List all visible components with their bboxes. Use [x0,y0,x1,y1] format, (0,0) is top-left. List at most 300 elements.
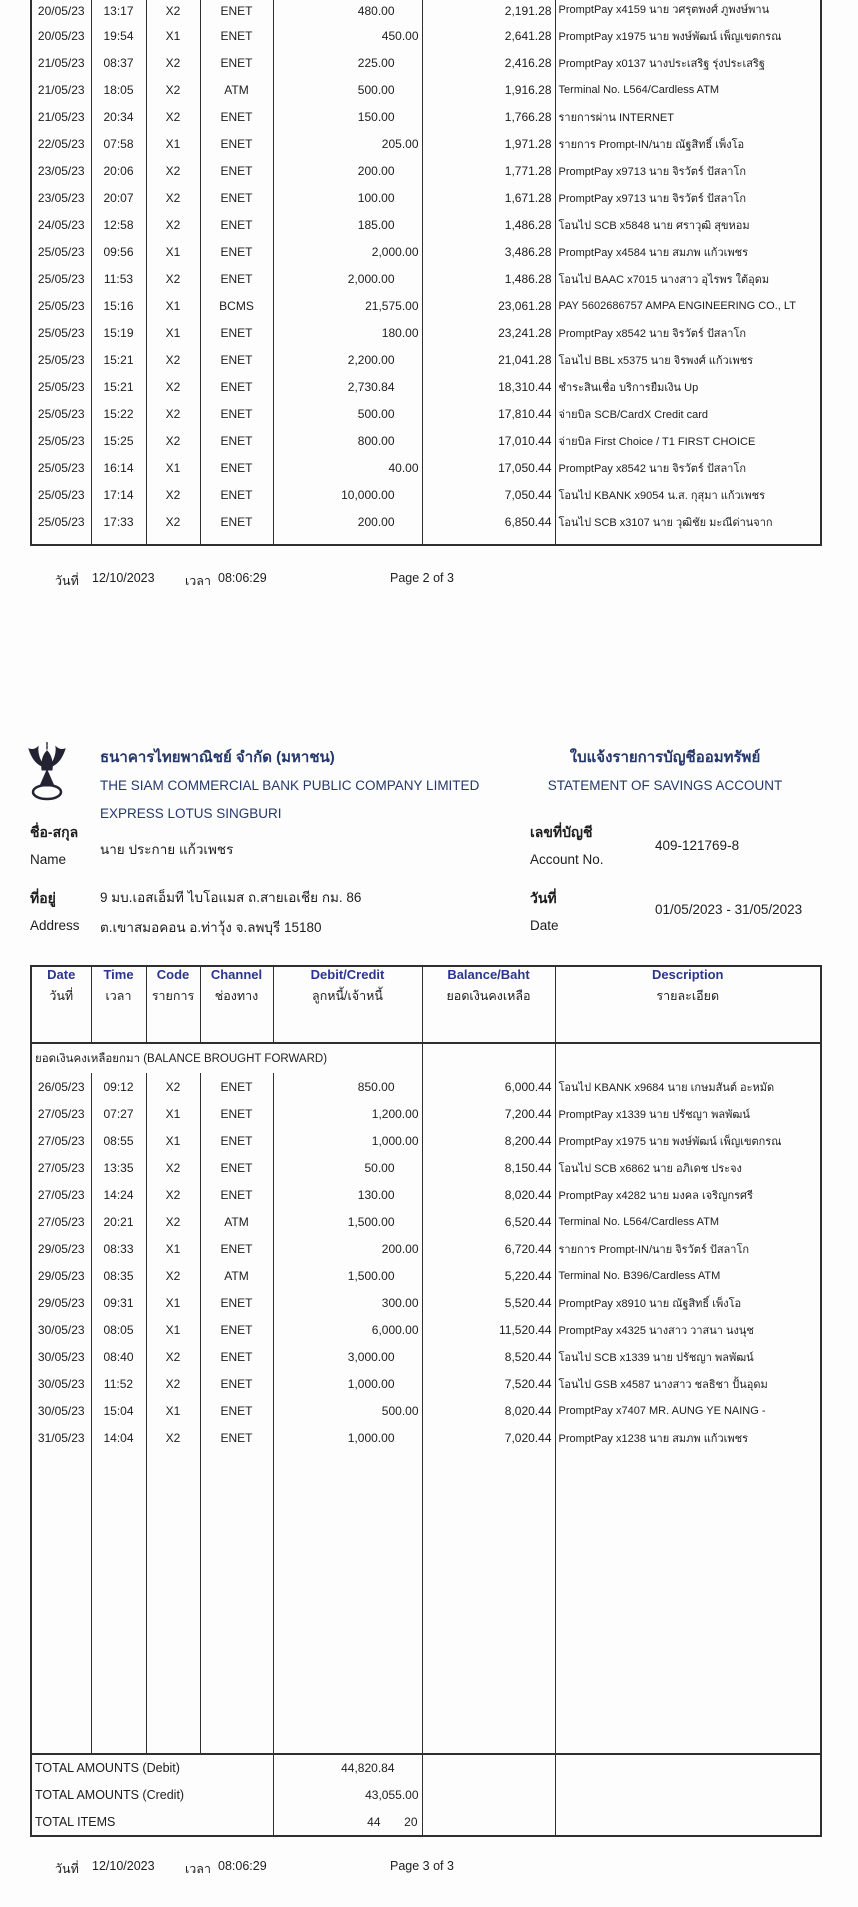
total-credit-row [31,1781,821,1808]
cell-code: X2 [146,1073,200,1100]
empty-cell [555,1754,821,1781]
cell-channel: ATM [200,1208,273,1235]
cell-description: PromptPay x8542 นาย จิรวัตร์ ปัสลาโก [555,319,821,346]
footer-date-label: วันที่ [55,1862,79,1876]
cell-date: 29/05/23 [31,1262,91,1289]
cell-time: 15:25 [91,427,146,454]
cell-channel: ENET [200,508,273,535]
cell-description: โอนไป BBL x5375 นาย จิรพงศ์ แก้วเพชร [555,346,821,373]
account-no-label-thai: เลขที่บัญชี [530,824,593,840]
cell-code: X2 [146,1424,200,1451]
cell-description: โอนไป KBANK x9054 น.ส. กุสุมา แก้วเพชร [555,481,821,508]
cell-channel: ENET [200,1397,273,1424]
cell-date: 27/05/23 [31,1154,91,1181]
total-items-values [273,1808,422,1836]
document-title-english: STATEMENT OF SAVINGS ACCOUNT [547,778,783,793]
transaction-row [31,49,821,76]
cell-time: 17:14 [91,481,146,508]
cell-balance: 1,771.28 [422,157,555,184]
cell-date: 23/05/23 [31,157,91,184]
cell-time: 07:58 [91,130,146,157]
scb-garuda-logo-icon [28,742,66,804]
cell-channel: ENET [200,103,273,130]
transaction-row [31,103,821,130]
cell-balance: 11,520.44 [422,1316,555,1343]
cell-balance: 8,520.44 [422,1343,555,1370]
cell-balance: 1,766.28 [422,103,555,130]
transaction-row [31,1424,821,1451]
cell-amount: 40.00 [273,454,422,481]
cell-channel: ENET [200,346,273,373]
total-credit-value: 43,055.00 [273,1781,422,1808]
cell-amount: 6,000.00 [273,1316,422,1343]
cell-description: PAY 5602686757 AMPA ENGINEERING CO., LT [555,292,821,319]
table-header [31,966,821,1043]
cell-date: 27/05/23 [31,1100,91,1127]
page3-transaction-table [30,965,822,1837]
transaction-row [31,481,821,508]
transaction-row [31,130,821,157]
cell-date: 25/05/23 [31,319,91,346]
transaction-row [31,238,821,265]
cell-code: X1 [146,1127,200,1154]
total-items-row [31,1808,821,1836]
cell-description: Terminal No. L564/Cardless ATM [555,76,821,103]
cell-balance: 2,191.28 [422,0,555,22]
cell-code: X1 [146,1100,200,1127]
cell-balance: 18,310.44 [422,373,555,400]
cell-channel: ENET [200,373,273,400]
empty-cell [422,1808,555,1836]
cell-channel: BCMS [200,292,273,319]
cell-amount: 205.00 [273,130,422,157]
cell-balance: 23,241.28 [422,319,555,346]
cell-balance: 5,220.44 [422,1262,555,1289]
cell-description: PromptPay x4584 นาย สมภพ แก้วเพชร [555,238,821,265]
column-header-description: Description รายละเอียด [555,966,821,1043]
transaction-row [31,427,821,454]
cell-balance: 5,520.44 [422,1289,555,1316]
cell-balance: 6,850.44 [422,508,555,535]
cell-date: 25/05/23 [31,292,91,319]
cell-channel: ENET [200,1073,273,1100]
cell-balance: 23,061.28 [422,292,555,319]
total-items-debit-count: 44 [367,1814,381,1829]
cell-balance: 8,150.44 [422,1154,555,1181]
cell-date: 29/05/23 [31,1289,91,1316]
cell-amount: 480.00 [273,0,422,22]
cell-time: 15:19 [91,319,146,346]
cell-channel: ENET [200,1127,273,1154]
cell-balance: 7,520.44 [422,1370,555,1397]
cell-channel: ENET [200,184,273,211]
cell-amount: 150.00 [273,103,422,130]
cell-date: 25/05/23 [31,238,91,265]
cell-amount: 450.00 [273,22,422,49]
cell-date: 25/05/23 [31,427,91,454]
cell-time: 15:16 [91,292,146,319]
total-debit-row [31,1754,821,1781]
page2-footer [30,571,820,591]
cell-time: 13:35 [91,1154,146,1181]
cell-balance: 6,720.44 [422,1235,555,1262]
cell-channel: ENET [200,400,273,427]
cell-code: X2 [146,1262,200,1289]
cell-amount: 500.00 [273,76,422,103]
cell-amount: 1,500.00 [273,1262,422,1289]
cell-channel: ENET [200,49,273,76]
cell-code: X2 [146,1343,200,1370]
cell-code: X2 [146,184,200,211]
cell-balance: 1,916.28 [422,76,555,103]
cell-time: 20:06 [91,157,146,184]
cell-code: X1 [146,1316,200,1343]
cell-date: 23/05/23 [31,184,91,211]
cell-balance: 7,200.44 [422,1100,555,1127]
column-header-debit-credit: Debit/Credit ลูกหนี้/เจ้าหนี้ [273,966,422,1043]
cell-amount: 800.00 [273,427,422,454]
transaction-row [31,1127,821,1154]
cell-description: โอนไป SCB x1339 นาย ปรัชญา พลพัฒน์ [555,1343,821,1370]
cell-channel: ENET [200,1370,273,1397]
transaction-row [31,1343,821,1370]
cell-time: 20:21 [91,1208,146,1235]
transaction-row [31,346,821,373]
transaction-row [31,400,821,427]
transaction-row [31,22,821,49]
address-line-2: ต.เขาสมอคอน อ.ท่าวุ้ง จ.ลพบุรี 15180 [100,920,322,935]
cell-balance: 6,520.44 [422,1208,555,1235]
cell-channel: ENET [200,265,273,292]
cell-code: X2 [146,49,200,76]
cell-description: PromptPay x9713 นาย จิรวัตร์ ปัสลาโก [555,184,821,211]
empty-cell [422,1754,555,1781]
cell-time: 13:17 [91,0,146,22]
cell-time: 09:31 [91,1289,146,1316]
address-line-1: 9 มบ.เอสเอ็มที ไบโอแมส ถ.สายเอเชีย กม. 86 [100,890,362,905]
cell-description: PromptPay x1339 นาย ปรัชญา พลพัฒน์ [555,1100,821,1127]
cell-code: X2 [146,481,200,508]
transaction-row [31,76,821,103]
cell-amount: 3,000.00 [273,1343,422,1370]
cell-description: PromptPay x1975 นาย พงษ์พัฒน์ เพ็ญเขตกรณ [555,22,821,49]
footer-time-label: เวลา [185,574,211,588]
transaction-row [31,184,821,211]
name-label-thai: ชื่อ-สกุล [30,824,79,840]
cell-amount: 10,000.00 [273,481,422,508]
page3-footer [30,1859,820,1879]
transaction-row [31,0,821,22]
cell-description: รายการผ่าน INTERNET [555,103,821,130]
cell-time: 15:21 [91,346,146,373]
cell-date: 21/05/23 [31,49,91,76]
cell-code: X2 [146,1181,200,1208]
document-title-thai: ใบแจ้งรายการบัญชีออมทรัพย์ [569,749,761,766]
cell-code: X1 [146,319,200,346]
cell-amount: 200.00 [273,508,422,535]
cell-amount: 2,000.00 [273,238,422,265]
cell-amount: 2,730.84 [273,373,422,400]
cell-description: PromptPay x1238 นาย สมภพ แก้วเพชร [555,1424,821,1451]
cell-balance: 17,010.44 [422,427,555,454]
cell-balance: 8,020.44 [422,1397,555,1424]
column-header-channel: Channel ช่องทาง [200,966,273,1043]
page-number: Page 2 of 3 [390,571,454,585]
cell-time: 08:40 [91,1343,146,1370]
transaction-row [31,454,821,481]
cell-time: 11:53 [91,265,146,292]
cell-time: 14:04 [91,1424,146,1451]
page3-rows [31,1073,821,1451]
cell-balance: 3,486.28 [422,238,555,265]
transaction-row [31,1073,821,1100]
cell-description: Terminal No. L564/Cardless ATM [555,1208,821,1235]
cell-amount: 850.00 [273,1073,422,1100]
cell-description: PromptPay x9713 นาย จิรวัตร์ ปัสลาโก [555,157,821,184]
cell-time: 17:33 [91,508,146,535]
cell-description: โอนไป GSB x4587 นางสาว ชลธิชา ปั้นอุดม [555,1370,821,1397]
cell-date: 25/05/23 [31,265,91,292]
cell-description: PromptPay x4159 นาย วศรุตพงศ์ ภูพงษ์พาน [555,0,821,22]
cell-amount: 200.00 [273,157,422,184]
cell-code: X2 [146,427,200,454]
transaction-row [31,292,821,319]
cell-channel: ENET [200,211,273,238]
column-header-code: Code รายการ [146,966,200,1043]
bank-name-english: THE SIAM COMMERCIAL BANK PUBLIC COMPANY LIMITED [100,778,480,793]
cell-balance: 1,971.28 [422,130,555,157]
cell-code: X2 [146,1370,200,1397]
date-label-thai: วันที่ [530,890,557,906]
empty-cell [555,1781,821,1808]
cell-description: โอนไป BAAC x7015 นางสาว อุไรพร ใต้อุดม [555,265,821,292]
bank-name-thai: ธนาคารไทยพาณิชย์ จำกัด (มหาชน) [100,749,335,766]
page3-table-filler [31,1451,821,1754]
cell-date: 22/05/23 [31,130,91,157]
cell-date: 21/05/23 [31,103,91,130]
cell-description: PromptPay x8542 นาย จิรวัตร์ ปัสลาโก [555,454,821,481]
cell-channel: ENET [200,1316,273,1343]
cell-date: 20/05/23 [31,0,91,22]
cell-channel: ENET [200,1154,273,1181]
cell-code: X1 [146,292,200,319]
cell-time: 16:14 [91,454,146,481]
cell-time: 20:07 [91,184,146,211]
cell-code: X1 [146,1235,200,1262]
bank-branch: EXPRESS LOTUS SINGBURI [100,806,282,821]
cell-balance: 17,810.44 [422,400,555,427]
cell-channel: ENET [200,1424,273,1451]
column-header-date: Date วันที่ [31,966,91,1043]
transaction-row [31,157,821,184]
cell-time: 12:58 [91,211,146,238]
cell-time: 08:37 [91,49,146,76]
cell-time: 15:22 [91,400,146,427]
cell-time: 08:35 [91,1262,146,1289]
balance-brought-forward-label: ยอดเงินคงเหลือยกมา (BALANCE BROUGHT FORWARD) [31,1043,422,1073]
cell-date: 30/05/23 [31,1316,91,1343]
address-label-english: Address [30,918,80,933]
transaction-row [31,319,821,346]
cell-code: X2 [146,265,200,292]
cell-channel: ENET [200,454,273,481]
transaction-row [31,1262,821,1289]
transaction-row [31,1208,821,1235]
cell-amount: 300.00 [273,1289,422,1316]
cell-code: X2 [146,400,200,427]
cell-time: 09:12 [91,1073,146,1100]
transaction-row [31,1235,821,1262]
cell-balance: 21,041.28 [422,346,555,373]
cell-channel: ENET [200,238,273,265]
transaction-row [31,373,821,400]
total-debit-label: TOTAL AMOUNTS (Debit) [31,1754,273,1781]
cell-amount: 1,000.00 [273,1127,422,1154]
cell-description: โอนไป SCB x5848 นาย ศราวุฒิ สุขหอม [555,211,821,238]
cell-balance: 8,200.44 [422,1127,555,1154]
cell-amount: 1,200.00 [273,1100,422,1127]
cell-time: 07:27 [91,1100,146,1127]
cell-description: ชำระสินเชื่อ บริการยืมเงิน Up [555,373,821,400]
address-label-thai: ที่อยู่ [30,890,56,906]
cell-date: 25/05/23 [31,373,91,400]
cell-description: PromptPay x7407 MR. AUNG YE NAING - [555,1397,821,1424]
total-items-label: TOTAL ITEMS [31,1808,273,1836]
cell-date: 27/05/23 [31,1208,91,1235]
cell-amount: 21,575.00 [273,292,422,319]
cell-code: X1 [146,1397,200,1424]
cell-balance: 7,020.44 [422,1424,555,1451]
cell-amount: 2,200.00 [273,346,422,373]
cell-amount: 1,500.00 [273,1208,422,1235]
cell-amount: 225.00 [273,49,422,76]
transaction-row [31,1100,821,1127]
page2-table-filler [31,535,821,545]
cell-time: 18:05 [91,76,146,103]
cell-time: 15:04 [91,1397,146,1424]
cell-date: 25/05/23 [31,481,91,508]
cell-code: X1 [146,22,200,49]
page2-transaction-table [30,0,822,546]
cell-date: 25/05/23 [31,400,91,427]
cell-description: PromptPay x4325 นางสาว วาสนา นงนุช [555,1316,821,1343]
cell-description: PromptPay x0137 นางประเสริฐ รุ่งประเสริฐ [555,49,821,76]
account-no-label-english: Account No. [530,852,604,867]
cell-balance: 1,486.28 [422,265,555,292]
statement-date-range: 01/05/2023 - 31/05/2023 [655,902,803,917]
cell-code: X2 [146,508,200,535]
cell-date: 26/05/23 [31,1073,91,1100]
cell-code: X1 [146,454,200,481]
cell-amount: 50.00 [273,1154,422,1181]
totals-section [31,1754,821,1836]
cell-date: 20/05/23 [31,22,91,49]
cell-amount: 500.00 [273,1397,422,1424]
cell-balance: 1,671.28 [422,184,555,211]
cell-balance: 2,416.28 [422,49,555,76]
footer-date-label: วันที่ [55,574,79,588]
cell-amount: 500.00 [273,400,422,427]
cell-channel: ENET [200,319,273,346]
cell-code: X2 [146,211,200,238]
total-items-credit-count: 20 [404,1814,418,1829]
cell-time: 08:55 [91,1127,146,1154]
cell-date: 21/05/23 [31,76,91,103]
date-label-english: Date [530,918,559,933]
cell-channel: ENET [200,1235,273,1262]
footer-time-label: เวลา [185,1862,211,1876]
cell-date: 30/05/23 [31,1343,91,1370]
cell-channel: ENET [200,1289,273,1316]
cell-date: 30/05/23 [31,1397,91,1424]
cell-description: PromptPay x4282 นาย มงคล เจริญกรศรี [555,1181,821,1208]
cell-description: โอนไป SCB x3107 นาย วุฒิชัย มะณีด่านจาก [555,508,821,535]
cell-date: 27/05/23 [31,1181,91,1208]
page2-rows [31,0,821,535]
cell-code: X2 [146,157,200,184]
cell-date: 25/05/23 [31,346,91,373]
cell-amount: 180.00 [273,319,422,346]
cell-code: X1 [146,130,200,157]
cell-channel: ATM [200,76,273,103]
cell-channel: ENET [200,1100,273,1127]
cell-amount: 200.00 [273,1235,422,1262]
cell-code: X2 [146,103,200,130]
empty-cell [555,1043,821,1073]
cell-channel: ENET [200,1181,273,1208]
transaction-row [31,1397,821,1424]
cell-channel: ENET [200,427,273,454]
cell-description: โอนไป KBANK x9684 นาย เกษมสันต์ อะหมัด [555,1073,821,1100]
cell-balance: 7,050.44 [422,481,555,508]
cell-time: 20:34 [91,103,146,130]
empty-cell [422,1043,555,1073]
cell-time: 14:24 [91,1181,146,1208]
cell-description: PromptPay x8910 นาย ณัฐสิทธิ์ เพ็งโอ [555,1289,821,1316]
cell-balance: 17,050.44 [422,454,555,481]
cell-date: 29/05/23 [31,1235,91,1262]
transaction-row [31,1154,821,1181]
cell-balance: 2,641.28 [422,22,555,49]
cell-channel: ENET [200,130,273,157]
cell-code: X2 [146,1154,200,1181]
transaction-row [31,508,821,535]
cell-channel: ENET [200,0,273,22]
transaction-row [31,1181,821,1208]
cell-balance: 1,486.28 [422,211,555,238]
cell-description: โอนไป SCB x6862 นาย อภิเดช ประจง [555,1154,821,1181]
empty-cell [555,1808,821,1836]
cell-balance: 8,020.44 [422,1181,555,1208]
footer-date-value: 12/10/2023 [92,571,155,585]
footer-time-value: 08:06:29 [218,571,267,585]
cell-time: 09:56 [91,238,146,265]
name-label-english: Name [30,852,67,867]
cell-code: X2 [146,76,200,103]
cell-channel: ENET [200,157,273,184]
cell-amount: 1,000.00 [273,1424,422,1451]
transaction-row [31,1289,821,1316]
cell-channel: ATM [200,1262,273,1289]
cell-time: 11:52 [91,1370,146,1397]
total-debit-value: 44,820.84 [273,1754,422,1781]
transaction-row [31,265,821,292]
cell-code: X2 [146,1208,200,1235]
cell-code: X2 [146,0,200,22]
cell-code: X2 [146,346,200,373]
cell-channel: ENET [200,481,273,508]
cell-date: 25/05/23 [31,508,91,535]
